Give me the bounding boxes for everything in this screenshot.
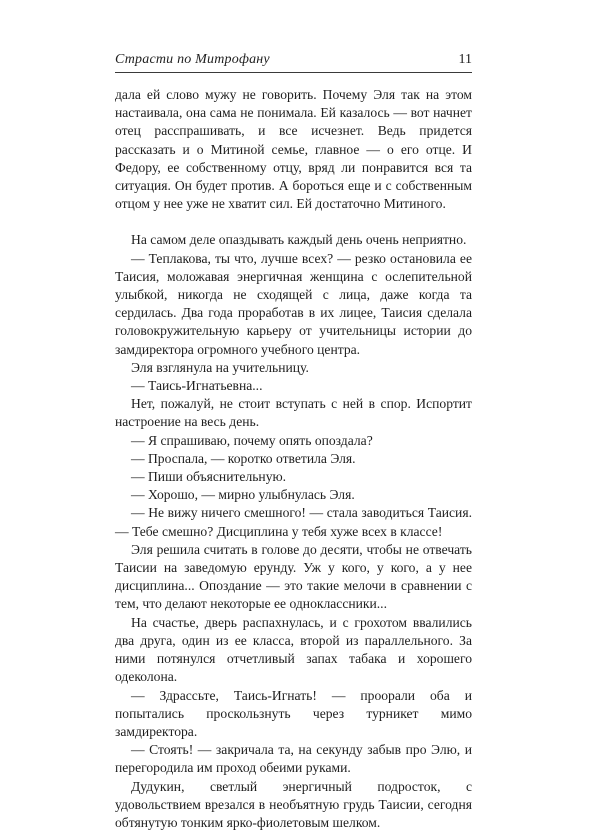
paragraph: — Я спрашиваю, почему опять опоздала? [131,432,373,448]
header-rule [115,72,472,73]
paragraph: — Здрассьте, Таись-Игнать! — проорали оба и попытались проскользнуть через турникет мимо замдиректора. [115,687,472,739]
paragraph: Эля решила считать в голове до десяти, чтобы не отвечать Таисии на заведомую ерунду. Уж у кого, у кого, а у нее дисциплина... Опоздание — это такие мелочи в сравнении с тем, что делают некоторые ее одноклассники... [115,541,472,612]
paragraph: — Стоять! — закричала та, на секунду забыв про Элю, и перегородила им проход обеими руками. [115,742,472,776]
paragraph: — Таись-Игнатьевна... [131,378,263,394]
running-title: Страсти по Митрофану [115,52,270,67]
paragraph: — Теплакова, ты что, лучше всех? — резко остановила ее Таисия, моложавая энергичная женщина с ослепительной улыбкой, никогда не сходящей с лица, даже когда та сердилась. Два года проработав в их лицее, Таисия сделала головокружительную карьеру от учительницы истории до замдиректора огромного учебного центра. [115,250,472,357]
section-break [115,213,472,231]
paragraph: На самом деле опаздывать каждый день очень неприятно. [131,232,467,248]
paragraph: — Не вижу ничего смешного! — стала заводиться Таисия. — Тебе смешно? Дисциплина у тебя хуже всех в классе! [115,505,472,539]
page-number: 11 [458,52,472,67]
paragraph: Эля взглянула на учительницу. [131,359,309,375]
paragraph: Нет, пожалуй, не стоит вступать с ней в спор. Испортит настроение на весь день. [115,396,472,430]
paragraph: — Пиши объяснительную. [131,469,287,485]
paragraph: Дудукин, светлый энергичный подросток, с удовольствием врезался в необъятную грудь Таисии, сегодня обтянутую тонким ярко-фиолетовым шелком. [115,778,472,830]
paragraph: — Хорошо, — мирно улыбнулась Эля. [131,487,355,503]
paragraph: На счастье, дверь распахнулась, и с грохотом ввалились два друга, один из ее класса, второй из параллельного. За ними потянулся отчетливый запах табака и хорошего одеколона. [115,614,472,685]
paragraph: дала ей слово мужу не говорить. Почему Эля так на этом настаивала, она сама не понимала. Ей казалось — вот начнет отец расспрашивать, и все исчезнет. Ведь придется рассказать и о Митиной семье, главное — о его отце. И Федору, ее собственному отцу, вряд ли понравится вся та ситуация. Он будет против. А бороться еще и с собственным отцом у нее уже не хватит сил. Ей достаточно Митиного. [115,87,472,212]
running-header [115,52,472,68]
paragraph: — Проспала, — коротко ответила Эля. [131,450,356,466]
body-text [115,86,472,832]
